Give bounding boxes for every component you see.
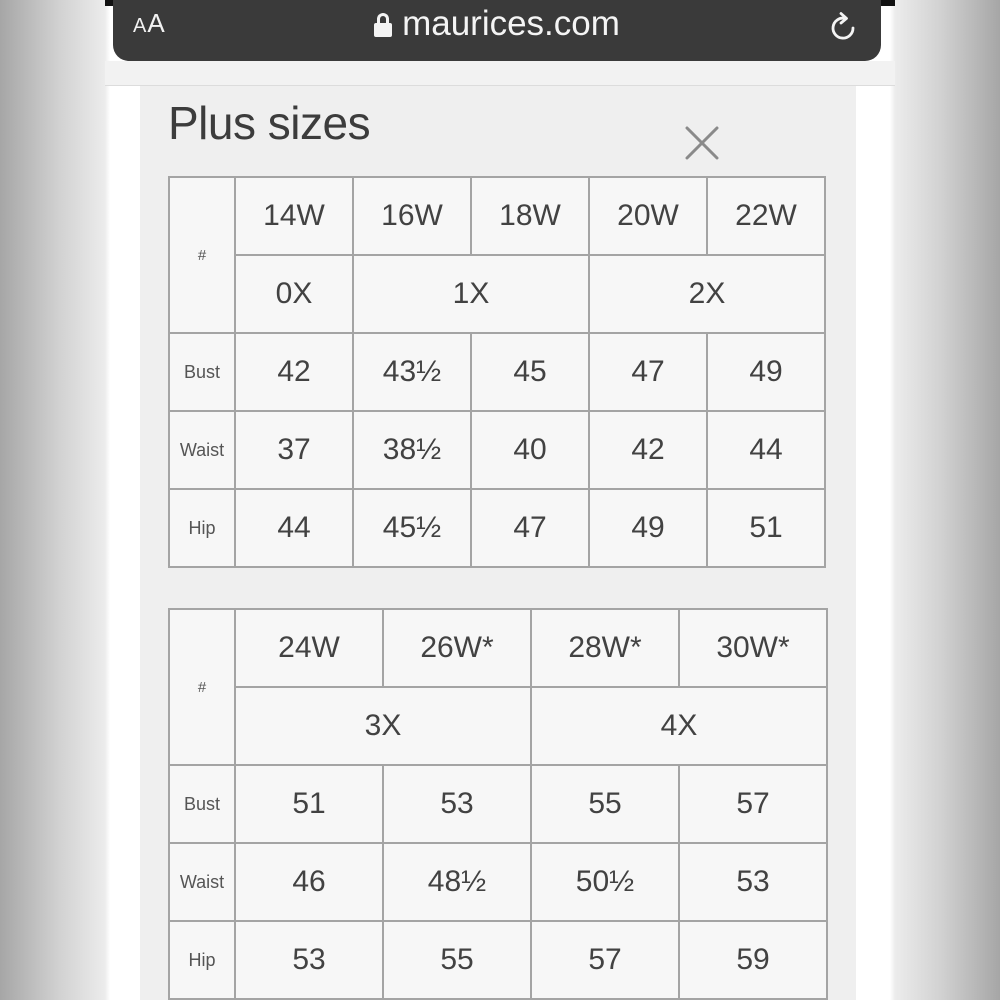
measurement-cell: 42 [589,411,707,489]
measurement-cell: 45½ [353,489,471,567]
measurement-cell: 43½ [353,333,471,411]
measurement-cell: 44 [707,411,825,489]
size-number-header: # [169,177,235,333]
measurement-cell: 42 [235,333,353,411]
table-row [169,687,827,765]
row-label-bust: Bust [169,333,235,411]
measurement-cell: 48½ [383,843,531,921]
measurement-cell: 53 [383,765,531,843]
size-group-cell: 4X [531,687,827,765]
size-cell: 14W [235,177,353,255]
row-label-hip: Hip [169,921,235,999]
measurement-cell: 49 [589,489,707,567]
table-row [169,609,827,687]
text-size-large-a: A [147,8,166,38]
measurement-cell: 49 [707,333,825,411]
measurement-cell: 38½ [353,411,471,489]
measurement-cell: 44 [235,489,353,567]
lock-icon [374,13,392,37]
measurement-cell: 40 [471,411,589,489]
reload-icon[interactable] [825,10,861,46]
size-cell: 26W* [383,609,531,687]
measurement-cell: 51 [235,765,383,843]
row-label-waist: Waist [169,411,235,489]
measurement-cell: 51 [707,489,825,567]
page-title: Plus sizes [168,97,371,149]
size-table-w24-to-w30 [168,608,828,1000]
measurement-cell: 47 [471,489,589,567]
table-row [169,921,827,999]
size-cell: 24W [235,609,383,687]
size-group-cell: 2X [589,255,825,333]
size-group-cell: 0X [235,255,353,333]
row-label-bust: Bust [169,765,235,843]
size-group-cell: 3X [235,687,531,765]
text-size-small-a: A [133,15,148,37]
browser-chrome-band [105,61,895,86]
measurement-cell: 47 [589,333,707,411]
measurement-cell: 57 [679,765,827,843]
table-row [169,489,825,567]
size-cell: 16W [353,177,471,255]
row-label-hip: Hip [169,489,235,567]
measurement-cell: 37 [235,411,353,489]
measurement-cell: 45 [471,333,589,411]
table-row [169,333,825,411]
measurement-cell: 50½ [531,843,679,921]
table-row [169,177,825,255]
measurement-cell: 57 [531,921,679,999]
table-row [169,255,825,333]
close-icon[interactable] [684,125,720,161]
table-row [169,411,825,489]
measurement-cell: 55 [531,765,679,843]
size-group-cell: 1X [353,255,589,333]
url-display[interactable] [113,4,881,44]
measurement-cell: 53 [235,921,383,999]
size-cell: 22W [707,177,825,255]
measurement-cell: 55 [383,921,531,999]
measurement-cell: 59 [679,921,827,999]
measurement-cell: 53 [679,843,827,921]
browser-address-bar[interactable] [113,0,881,61]
size-cell: 20W [589,177,707,255]
table-row [169,765,827,843]
size-table-w14-to-w22 [168,176,826,568]
size-cell: 18W [471,177,589,255]
measurement-cell: 46 [235,843,383,921]
size-cell: 30W* [679,609,827,687]
size-cell: 28W* [531,609,679,687]
size-number-header: # [169,609,235,765]
table-row [169,843,827,921]
row-label-waist: Waist [169,843,235,921]
domain-text: maurices.com [402,4,620,43]
